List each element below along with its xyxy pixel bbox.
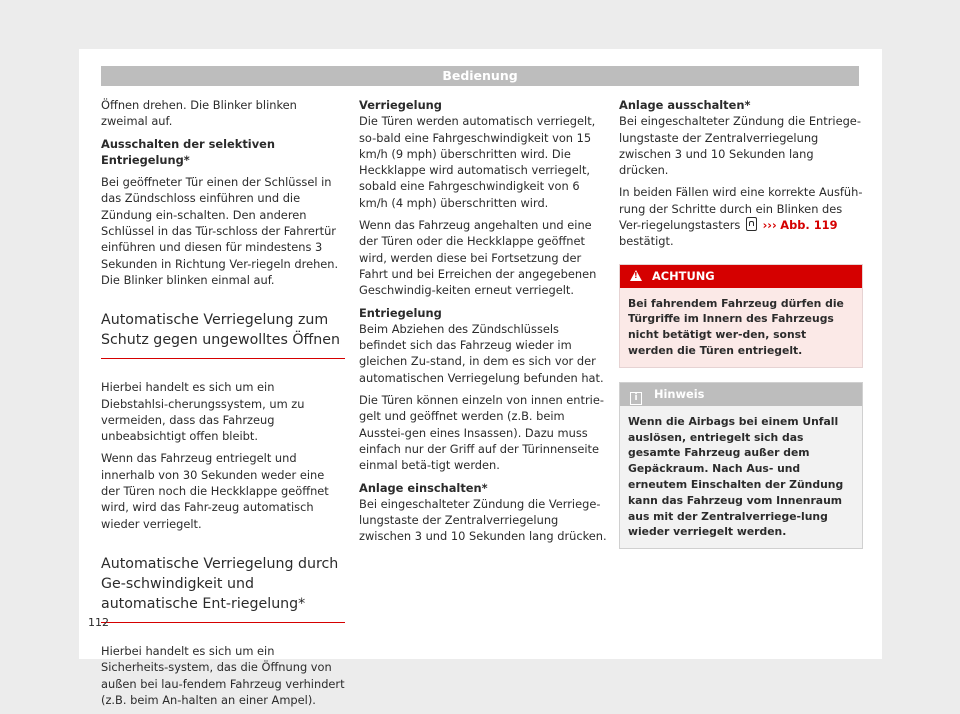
column-3 — [619, 97, 863, 549]
paragraph: Bei eingeschalteter Zündung die Verriege-lungstaste der Zentralverriegelung zwischen 3 und 10 Sekunden lang drücken. — [359, 496, 607, 544]
paragraph-text: bestätigt. — [619, 234, 674, 249]
warning-text: Bei fahrendem Fahrzeug dürfen die Türgriffe im Innern des Fahrzeugs nicht betätigt wer-den, sonst werden die Türen entriegelt. — [620, 288, 862, 367]
paragraph: Die Türen können einzeln von innen entrie-gelt und geöffnet werden (z.B. beim Ausstei-gen eines Insassen). Dazu muss einfach nur der Griff auf der Türinnenseite einmal betä-tigt werden. — [359, 393, 604, 473]
info-icon: i — [630, 392, 642, 405]
info-box — [619, 382, 863, 549]
subheading-locking: Verriegelung — [359, 98, 442, 112]
paragraph: Hierbei handelt es sich um ein Diebstahlsi-cherungssystem, um zu vermeiden, dass das Fahrzeug unbeabsichtigt offen bleibt. — [101, 380, 305, 444]
warning-box — [619, 264, 863, 368]
figure-arrow[interactable]: ››› — [762, 218, 777, 233]
paragraph: Wenn das Fahrzeug entriegelt und innerhalb von 30 Sekunden weder eine der Türen noch die Heckklappe geöffnet wird, wird das Fahr-zeug automatisch wieder verriegelt. — [101, 451, 329, 531]
lock-button-icon — [746, 217, 757, 231]
paragraph: Die Türen werden automatisch verriegelt, so-bald eine Fahrgeschwindigkeit von 15 km/h (9 mph) überschritten wird. Die Heckklappe wird automatisch verriegelt, sobald eine Fahrgeschwindigkeit von 6 km/h (4 mph) überschritten wird. — [359, 114, 596, 210]
paragraph: Öffnen drehen. Die Blinker blinken zweimal auf. — [101, 98, 297, 129]
info-text: Wenn die Airbags bei einem Unfall auslösen, entriegelt sich das gesamte Fahrzeug außer dem Gepäckraum. Nach Aus- und erneutem Einschalten der Zündung kann das Fahrzeug vom Innenraum aus mit der Zentralverriege-lung wieder verriegelt werden. — [620, 406, 862, 548]
section-heading-auto-lock: Automatische Verriegelung zum Schutz gegen ungewolltes Öffnen — [101, 310, 345, 359]
warning-triangle-icon — [630, 270, 642, 281]
paragraph: Wenn das Fahrzeug angehalten und eine der Türen oder die Heckklappe geöffnet wird, werden diese bei Fortsetzung der Fahrt und bei Erreichen der angegebenen Geschwindig-keiten erneut verriegelt. — [359, 218, 597, 298]
section-heading-speed-lock: Automatische Verriegelung durch Ge-schwindigkeit und automatische Ent-riegelung* — [101, 554, 345, 623]
paragraph — [619, 184, 863, 249]
info-header — [620, 383, 862, 406]
subheading-enable: Anlage einschalten* — [359, 480, 488, 495]
subheading-selective-unlock: Ausschalten der selektiven Entriegelung* — [101, 136, 275, 167]
info-title: Hinweis — [653, 386, 705, 401]
warning-header — [620, 265, 862, 288]
paragraph: Bei geöffneter Tür einen der Schlüssel in das Zündschloss einführen und die Zündung ein-schalten. Den anderen Schlüssel in das Tür-schloss der Fahrertür einführen und diesen für mindestens 3 Sekunden in Richtung Ver-riegeln drehen. Die Blinker blinken einmal auf. — [101, 175, 339, 287]
page-number: 112 — [88, 616, 109, 629]
subheading-unlocking: Entriegelung — [359, 305, 442, 320]
paragraph: Beim Abziehen des Zündschlüssels befindet sich das Fahrzeug wieder im gleichen Zu-stand, in dem es sich vor der automatischen Verriegelung befunden hat. — [359, 321, 604, 385]
paragraph-text: In beiden Fällen wird eine korrekte Ausfüh-rung der Schritte durch ein Blinken des Ver-riegelungstasters — [619, 185, 863, 233]
paragraph: Hierbei handelt es sich um ein Sicherheits-system, das die Öffnung von außen bei lau-fendem Fahrzeug verhindert (z.B. beim An-halten an einer Ampel). — [101, 643, 345, 707]
figure-reference-link[interactable]: Abb. 119 — [780, 218, 838, 233]
subheading-disable: Anlage ausschalten* — [619, 98, 751, 112]
warning-title: ACHTUNG — [651, 268, 715, 283]
column-1 — [101, 97, 345, 714]
paragraph: Bei eingeschalteter Zündung die Entriege-lungstaste der Zentralverriegelung zwischen 3 und 10 Sekunden lang drücken. — [619, 114, 861, 178]
column-2 — [359, 97, 607, 551]
page-header: Bedienung — [101, 66, 859, 86]
